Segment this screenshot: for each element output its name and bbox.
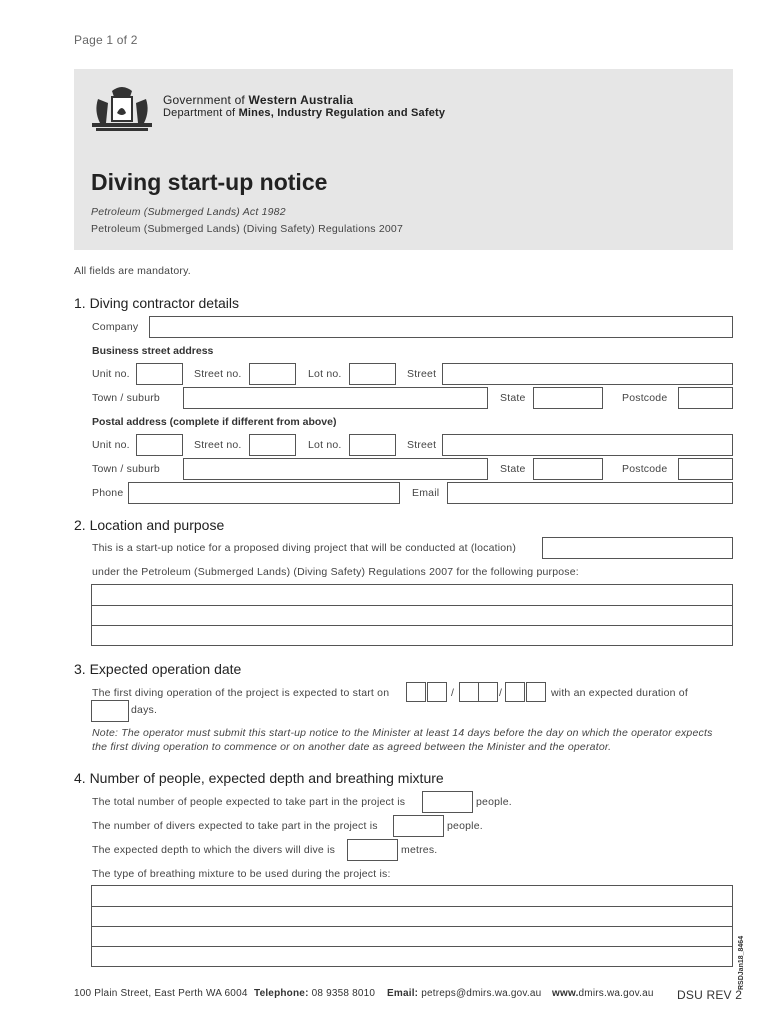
postcode-input[interactable]: [678, 387, 733, 409]
postal-lot-label: Lot no.: [308, 439, 342, 451]
year-digit-1[interactable]: [505, 682, 525, 702]
regulations-reference: Petroleum (Submerged Lands) (Diving Safety) Regulations 2007: [91, 223, 403, 235]
location-line: This is a start-up notice for a proposed diving project that will be conducted at (location): [92, 542, 517, 554]
start-date-line: The first diving operation of the project is expected to start on: [92, 687, 390, 699]
purpose-input-3[interactable]: [91, 625, 733, 646]
postal-town-label: Town / suburb: [92, 463, 160, 475]
postal-unit-label: Unit no.: [92, 439, 130, 451]
lot-label: Lot no.: [308, 368, 342, 380]
mandatory-note: All fields are mandatory.: [74, 265, 191, 277]
footer-address: 100 Plain Street, East Perth WA 6004: [74, 988, 248, 999]
month-digit-2[interactable]: [478, 682, 498, 702]
mixture-input-4[interactable]: [91, 946, 733, 967]
unit-label: Unit no.: [92, 368, 130, 380]
purpose-line: under the Petroleum (Submerged Lands) (Diving Safety) Regulations 2007 for the following purpose:: [92, 566, 579, 578]
street-no-label: Street no.: [194, 368, 242, 380]
town-label: Town / suburb: [92, 392, 160, 404]
postal-lot-input[interactable]: [349, 434, 396, 456]
purpose-input-2[interactable]: [91, 605, 733, 626]
purpose-input-1[interactable]: [91, 584, 733, 606]
email-label: Email: [412, 487, 440, 499]
wa-coat-of-arms-icon: [90, 83, 154, 135]
duration-days-input[interactable]: [91, 700, 129, 722]
section3-heading: 3. Expected operation date: [74, 661, 242, 677]
day-digit-2[interactable]: [427, 682, 447, 702]
phone-label: Phone: [92, 487, 124, 499]
month-digit-1[interactable]: [459, 682, 479, 702]
lot-input[interactable]: [349, 363, 396, 385]
company-label: Company: [92, 321, 139, 333]
depth-unit: metres.: [401, 844, 438, 856]
mixture-input-3[interactable]: [91, 926, 733, 947]
header-panel: [74, 69, 733, 250]
postal-town-input[interactable]: [183, 458, 488, 480]
postal-unit-input[interactable]: [136, 434, 183, 456]
depth-label: The expected depth to which the divers will dive is: [92, 844, 336, 856]
operation-note-line-2: the first diving operation to commence or on another date as agreed between the Minister and the operator.: [92, 741, 612, 753]
email-input[interactable]: [447, 482, 733, 504]
duration-label: with an expected duration of: [551, 687, 688, 699]
side-code: RSDJan18_8464: [738, 935, 745, 990]
business-address-heading: Business street address: [92, 345, 214, 357]
days-label: days.: [131, 704, 158, 716]
mixture-input-1[interactable]: [91, 885, 733, 907]
company-input[interactable]: [149, 316, 733, 338]
day-digit-1[interactable]: [406, 682, 426, 702]
mixture-label: The type of breathing mixture to be used during the project is:: [92, 868, 391, 880]
act-reference: Petroleum (Submerged Lands) Act 1982: [91, 206, 286, 218]
form-revision: DSU REV 2: [677, 988, 743, 1002]
postcode-label: Postcode: [622, 392, 668, 404]
town-input[interactable]: [183, 387, 488, 409]
government-label: Government of Western Australia: [163, 93, 354, 107]
section1-heading: 1. Diving contractor details: [74, 295, 239, 311]
total-people-input[interactable]: [422, 791, 473, 813]
date-slash-2: /: [499, 687, 503, 699]
unit-input[interactable]: [136, 363, 183, 385]
operation-note-line-1: Note: The operator must submit this start-up notice to the Minister at least 14 days before the day on which the operator expects: [92, 727, 713, 739]
divers-label: The number of divers expected to take part in the project is: [92, 820, 378, 832]
street-input[interactable]: [442, 363, 733, 385]
section2-heading: 2. Location and purpose: [74, 517, 225, 533]
postal-state-input[interactable]: [533, 458, 603, 480]
footer-telephone: Telephone: 08 9358 8010: [254, 988, 376, 999]
street-no-input[interactable]: [249, 363, 296, 385]
footer-website[interactable]: www.dmirs.wa.gov.au: [552, 988, 654, 999]
page-label: Page 1 of 2: [74, 33, 138, 47]
total-people-unit: people.: [476, 796, 512, 808]
divers-unit: people.: [447, 820, 483, 832]
postal-street-no-label: Street no.: [194, 439, 242, 451]
postal-postcode-label: Postcode: [622, 463, 668, 475]
postal-street-no-input[interactable]: [249, 434, 296, 456]
street-label: Street: [407, 368, 437, 380]
section4-heading: 4. Number of people, expected depth and breathing mixture: [74, 770, 444, 786]
date-slash-1: /: [451, 687, 455, 699]
location-input[interactable]: [542, 537, 733, 559]
postal-postcode-input[interactable]: [678, 458, 733, 480]
postal-state-label: State: [500, 463, 526, 475]
phone-input[interactable]: [128, 482, 400, 504]
form-title: Diving start-up notice: [91, 169, 328, 195]
total-people-label: The total number of people expected to take part in the project is: [92, 796, 406, 808]
state-label: State: [500, 392, 526, 404]
postal-street-input[interactable]: [442, 434, 733, 456]
mixture-input-2[interactable]: [91, 906, 733, 927]
department-label: Department of Mines, Industry Regulation and Safety: [163, 107, 446, 119]
depth-input[interactable]: [347, 839, 398, 861]
state-input[interactable]: [533, 387, 603, 409]
year-digit-2[interactable]: [526, 682, 546, 702]
postal-address-heading: Postal address (complete if different from above): [92, 416, 337, 428]
divers-input[interactable]: [393, 815, 444, 837]
footer-email: Email: petreps@dmirs.wa.gov.au: [387, 988, 542, 999]
postal-street-label: Street: [407, 439, 437, 451]
